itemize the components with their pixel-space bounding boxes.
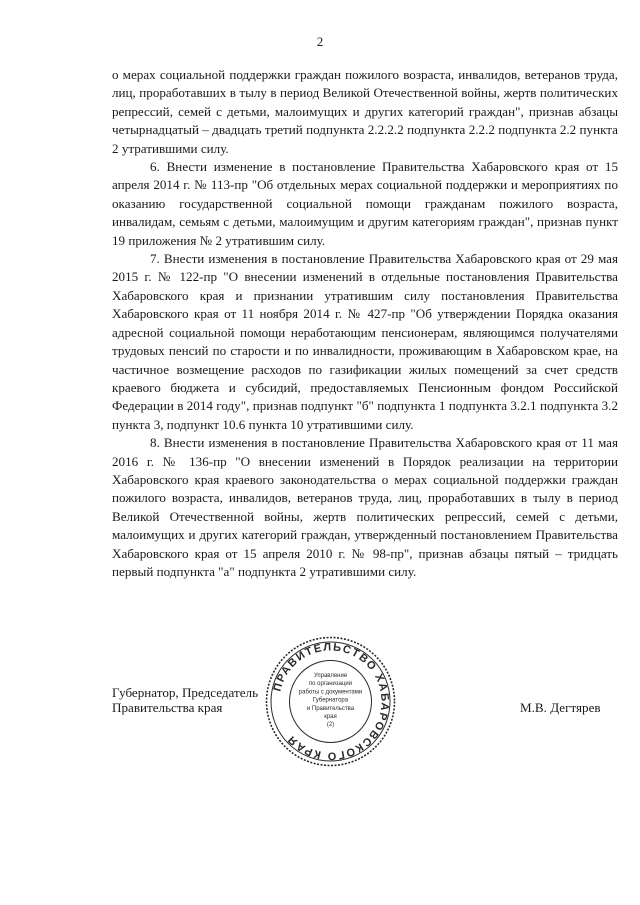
stamp-center-line: работы с документами (298, 689, 363, 696)
stamp-center-line: края (324, 714, 337, 720)
signatory-position-line-2: Правительства края (112, 700, 223, 715)
paragraph-continuation: о мерах социальной поддержки граждан пожилого возраста, инвалидов, ветеранов труда, лиц, проработавших в тылу в период Великой Отечественной войны, жертв политических репрессий, семей с детьми, малоимущих и других категорий граждан", признав абзацы четырнадцатый – двадцать третий подпункта 2.2.2.2 подпункта 2.2.2 подпункта 2.2 пункта 2 утратившими силу. (112, 67, 618, 156)
document-body (112, 66, 618, 581)
paragraph-item-7: 7. Внести изменения в постановление Правительства Хабаровского края от 29 мая 2015 г. № 122-пр "О внесении изменений в отдельные постановления Правительства Хабаровского края и признании утратившим силу постановления Правительства Хабаровского края от 11 ноября 2014 г. № 427-пр "Об утверждении Порядка оказания адресной социальной помощи неработающим пенсионерам, являющимся получателями трудовых пенсий по старости и по инвалидности, проживающим в Хабаровском крае, на частичное возмещение расходов по газификации жилых помещений за счет средств краевого бюджета и субсидий, предоставляемых Пенсионным фондом Российской Федерации в 2014 году", признав подпункт "б" подпункта 1 подпункта 3.2.1 подпункта 3.2 пункта 3, подпункт 10.6 пункта 10 утратившими силу. (112, 251, 618, 432)
stamp-center-line: (2) (326, 722, 335, 729)
stamp-center-text (299, 673, 362, 728)
paragraph-item-6: 6. Внести изменение в постановление Правительства Хабаровского края от 15 апреля 2014 г. № 113-пр "Об отдельных мерах социальной поддержки и мероприятиях по оказанию государственной социальной помощи гражданам пожилого возраста, инвалидам, семьям с детьми, малоимущим и другим категориям граждан", признав пункт 19 приложения № 2 утратившим силу. (112, 159, 618, 248)
stamp-center-line: по организации (308, 681, 353, 688)
signatory-name: М.В. Дегтярев (520, 700, 601, 715)
signatory-position-line-1: Губернатор, Председатель (112, 685, 259, 700)
stamp-center-line: Управление (313, 673, 348, 679)
paragraph-item-8: 8. Внести изменения в постановление Правительства Хабаровского края от 11 мая 2016 г. № 136-пр "О внесении изменений в Порядок реализации на территории Хабаровского края краевого законодательства о мерах социальной поддержки граждан пожилого возраста, инвалидов, ветеранов труда, лиц, проработавших в тылу в период Великой Отечественной войны, жертв политических репрессий, семей с детьми, малоимущих и других категорий граждан, утвержденный постановлением Правительства Хабаровского края от 15 апреля 2010 г. № 98-пр", признав абзацы пятый – тридцать первый подпункта "а" подпункта 2 утратившими силу. (112, 435, 618, 579)
signatory-position (112, 685, 258, 715)
official-seal-stamp (263, 634, 398, 769)
page-number: 2 (316, 34, 324, 49)
stamp-center-line: Губернатора (312, 697, 349, 704)
stamp-center-line: и Правительства (306, 705, 355, 712)
stamp-ring-textpath: ПРАВИТЕЛЬСТВО ХАБАРОВСКОГО КРАЯ (271, 641, 391, 762)
